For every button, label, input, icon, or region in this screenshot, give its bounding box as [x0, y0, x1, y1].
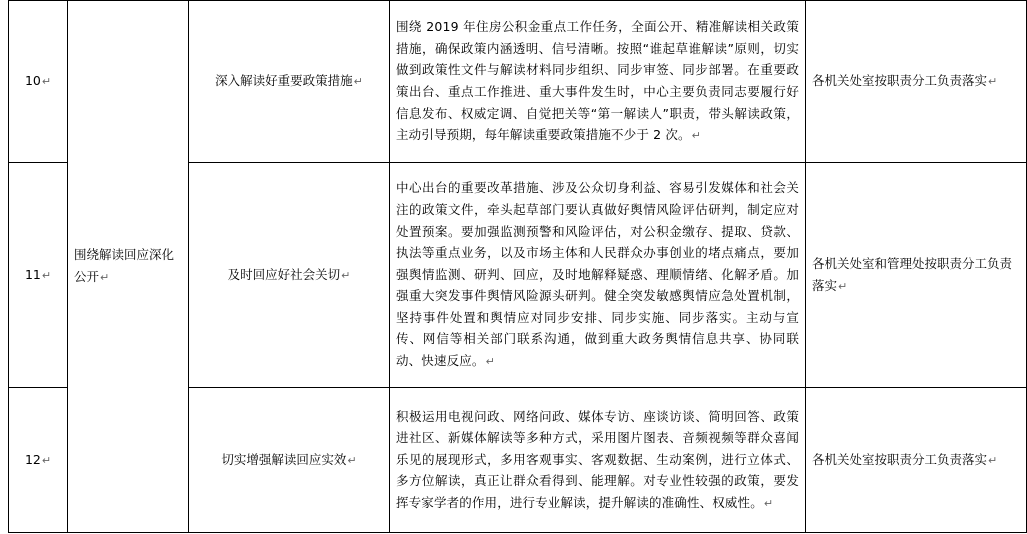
paragraph-mark-icon: ↵ — [485, 355, 495, 369]
responsibility-text: 各机关处室按职责分工负责落实 — [812, 451, 988, 467]
paragraph-mark-icon: ↵ — [353, 75, 363, 89]
row-number: 11 — [24, 266, 41, 282]
category-cell — [68, 1, 189, 533]
content-text: 中心出台的重要改革措施、涉及公众切身利益、容易引发媒体和社会关注的政策文件，牵头起草部门要认真做好舆情风险评估研判，制定应对处置预案。要加强监测预警和风险评估，对公积金缴存、提取、贷款、执法等重点业务，以及市场主体和人民群众办事创业的堵点痛点，要加强舆情监测、研判、回应，及时地解释疑惑、理顺情绪、化解矛盾。加强重大突发事件舆情风险源头研判。健全突发敏感舆情应急处置机制，坚持事件处置和舆情应对同步安排、同步实施、同步落实。主动与宣传、网信等相关部门联系沟通，做到重大政务舆情信息共享、协同联动、快速反应。 — [396, 180, 799, 369]
task-text: 深入解读好重要政策措施 — [215, 73, 353, 89]
responsibility-text: 各机关处室和管理处按职责分工负责落实 — [812, 255, 1013, 293]
content-cell — [390, 388, 806, 533]
paragraph-mark-icon: ↵ — [341, 268, 351, 282]
responsibility-cell — [806, 163, 1027, 388]
content-cell — [390, 1, 806, 163]
content-cell — [390, 163, 806, 388]
paragraph-mark-icon: ↵ — [763, 496, 774, 510]
task-cell — [189, 1, 390, 163]
task-cell — [189, 388, 390, 533]
task-cell — [189, 163, 390, 388]
row-number-cell — [9, 388, 68, 533]
row-number-cell — [9, 1, 68, 163]
paragraph-mark-icon: ↵ — [347, 453, 357, 467]
task-text: 及时回应好社会关切 — [227, 266, 341, 282]
paragraph-mark-icon: ↵ — [988, 75, 998, 89]
paragraph-mark-icon: ↵ — [988, 453, 998, 467]
responsibility-cell — [806, 1, 1027, 163]
row-number-cell — [9, 163, 68, 388]
table-row — [9, 1, 1027, 163]
content-text: 围绕 2019 年住房公积金重点工作任务，全面公开、精准解读相关政策措施，确保政策内涵透明、信号清晰。按照“谁起草谁解读”原则，切实做到政策性文件与解读材料同步组织、同步审签、同步部署。在重要政策出台、重点工作推进、重大事件发生时，中心主要负责同志要履行好信息发布、权威定调、自觉把关等“第一解读人”职责，带头解读政策，主动引导预期，每年解读重要政策措施不少于 2 次。 — [396, 19, 799, 143]
row-number: 12 — [24, 451, 41, 467]
work-task-table — [8, 0, 1027, 533]
paragraph-mark-icon: ↵ — [41, 75, 52, 89]
responsibility-cell — [806, 388, 1027, 533]
category-text: 围绕解读回应深化公开 — [74, 247, 175, 284]
responsibility-text: 各机关处室按职责分工负责落实 — [812, 73, 988, 89]
task-text: 切实增强解读回应实效 — [221, 451, 347, 467]
row-number: 10 — [24, 73, 41, 89]
paragraph-mark-icon: ↵ — [691, 129, 702, 143]
paragraph-mark-icon: ↵ — [41, 453, 52, 467]
paragraph-mark-icon: ↵ — [838, 279, 848, 293]
paragraph-mark-icon: ↵ — [41, 268, 52, 282]
content-text: 积极运用电视问政、网络问政、媒体专访、座谈访谈、简明回答、政策进社区、新媒体解读等多种方式，采用图片图表、音频视频等群众喜闻乐见的展现形式，多用客观事实、客观数据、生动案例，进行立体式、多方位解读，真正让群众看得到、能理解。对专业性较强的政策，要发挥专家学者的作用，进行专业解读，提升解读的准确性、权威性。 — [396, 408, 799, 510]
paragraph-mark-icon: ↵ — [100, 271, 110, 284]
